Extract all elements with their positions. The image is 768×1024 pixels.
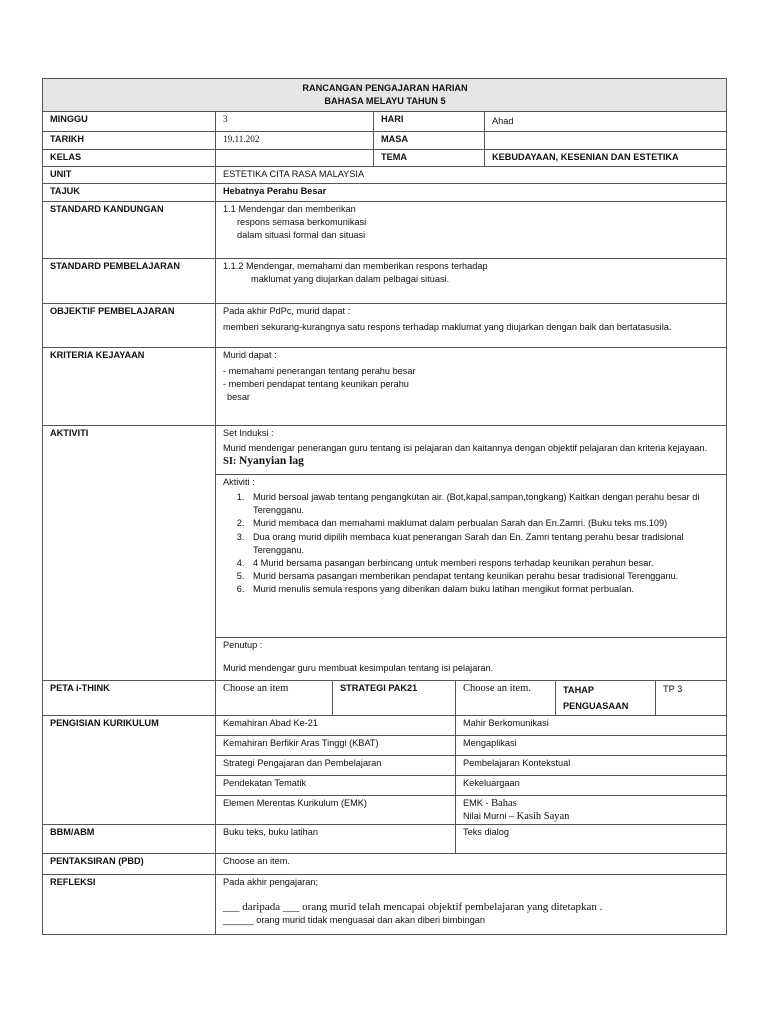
refleksi-cell <box>216 875 727 935</box>
penutup-cell <box>216 638 727 681</box>
peta-label: PETA i-THINK <box>43 681 216 716</box>
aktiviti-item: 4. 4 Murid bersama pasangan berbincang untuk memberi respons terhadap keunikan perahun besar. <box>247 557 720 570</box>
objektif-label: OBJEKTIF PEMBELAJARAN <box>43 304 216 348</box>
tarikh-value[interactable]: 19.11.202 <box>216 132 374 150</box>
tajuk-label: TAJUK <box>43 184 216 202</box>
strategi-value-cell[interactable] <box>456 681 556 716</box>
hari-value[interactable]: Ahad <box>485 112 727 132</box>
induksi-cell <box>216 426 727 475</box>
sk-line3: dalam situasi formal dan situasi <box>237 230 366 240</box>
minggu-value[interactable]: 3 <box>216 112 374 132</box>
pentaksiran-label: PENTAKSIRAN (PBD) <box>43 854 216 875</box>
sp-line1: 1.1.2 Mendengar, memahami dan memberikan respons terhadap <box>223 261 488 271</box>
bbm-label: BBM/ABM <box>43 825 216 854</box>
sk-line1: 1.1 Mendengar dan memberikan <box>223 204 356 214</box>
unit-label: UNIT <box>43 167 216 184</box>
tarikh-label: TARIKH <box>43 132 216 150</box>
row-minggu <box>43 112 727 132</box>
refleksi-line2: ___ daripada ___ orang murid telah mencapai objektif pembelajaran yang ditetapkan . <box>223 901 603 913</box>
kriteria-line2: - memahami penerangan tentang perahu besar <box>223 366 416 376</box>
peta-value-cell[interactable] <box>216 681 333 716</box>
emk-item: Elemen Merentas Kurikulum (EMK) <box>216 796 456 825</box>
sk-line2: respons semasa berkomunikasi <box>237 217 367 227</box>
tema-value: KEBUDAYAAN, KESENIAN DAN ESTETIKA <box>485 150 727 167</box>
row-kurikulum-1 <box>43 716 727 736</box>
kurikulum-value[interactable]: Mengaplikasi <box>456 736 727 756</box>
row-objektif <box>43 304 727 348</box>
row-refleksi <box>43 875 727 935</box>
minggu-label: MINGGU <box>43 112 216 132</box>
induksi-si: SI: <box>223 456 237 467</box>
aktiviti-item: 6. Murid menulis semula respons yang diberikan dalam buku latihan mengikut format perbualan. <box>247 583 720 596</box>
strategi-label: STRATEGI PAK21 <box>333 681 456 716</box>
kurikulum-item: Kemahiran Abad Ke-21 <box>216 716 456 736</box>
row-bbm <box>43 825 727 854</box>
aktiviti-item: 5. Murid bersama pasangan memberikan pendapat tentang keunikan perahu besar tradisional Terengganu. <box>247 570 720 583</box>
nilai-value[interactable]: Kasih Sayan <box>516 811 570 822</box>
title-line2: BAHASA MELAYU TAHUN 5 <box>324 96 446 106</box>
induksi-text-block <box>223 442 720 468</box>
refleksi-line1: Pada akhir pengajaran; <box>223 877 319 887</box>
aktiviti-list <box>223 491 720 597</box>
kurikulum-item: Strategi Pengajaran dan Pembelajaran <box>216 756 456 776</box>
induksi-title: Set Induksi : <box>223 428 274 438</box>
row-aktiviti-induksi <box>43 426 727 475</box>
title-line1: RANCANGAN PENGAJARAN HARIAN <box>302 83 468 93</box>
emk-value[interactable]: Bahas <box>491 798 517 809</box>
strategi-value[interactable]: Choose an item. <box>463 683 531 694</box>
hari-label: HARI <box>374 112 485 132</box>
row-standard-pembelajaran <box>43 259 727 304</box>
aktiviti-item: 1. Murid bersoal jawab tentang pengangkutan air. (Bot,kapal,sampan,tongkang) Kaitkan dengan perahu besar di Terengganu. <box>247 491 720 517</box>
aktiviti-item: 2. Murid membaca dan memahami maklumat dalam perbualan Sarah dan En.Zamri. (Buku teks ms.109) <box>247 517 720 530</box>
kriteria-line3: - memberi pendapat tentang keunikan perahu <box>223 379 409 389</box>
nilai-prefix: Nilai Murni – <box>463 811 515 821</box>
kurikulum-value[interactable]: Pembelajaran Kontekstual <box>456 756 727 776</box>
row-pentaksiran <box>43 854 727 875</box>
masa-label: MASA <box>374 132 485 150</box>
row-unit <box>43 167 727 184</box>
kriteria-value <box>216 348 727 426</box>
aktiviti-label: AKTIVITI <box>43 426 216 681</box>
refleksi-line3: ______ orang murid tidak menguasai dan akan diberi bimbingan <box>223 915 486 925</box>
bbm-value: Buku teks, buku latihan <box>216 825 456 854</box>
standard-kandungan-label: STANDARD KANDUNGAN <box>43 202 216 259</box>
kurikulum-value[interactable]: Mahir Berkomunikasi <box>456 716 727 736</box>
emk-value-cell[interactable] <box>456 796 727 825</box>
sp-line2: maklumat yang diujarkan dalam pelbagai situasi. <box>251 274 450 284</box>
kriteria-label: KRITERIA KEJAYAAN <box>43 348 216 426</box>
penutup-title: Penutup : <box>223 640 263 650</box>
unit-value: ESTETIKA CITA RASA MALAYSIA <box>216 167 727 184</box>
masa-value[interactable] <box>485 132 727 150</box>
tahap-label: TAHAP PENGUASAAN <box>556 681 656 716</box>
tahap-value[interactable]: TP 3 <box>656 681 727 716</box>
kurikulum-label: PENGISIAN KURIKULUM <box>43 716 216 825</box>
induksi-lagu: Nyanyian lag <box>239 455 304 467</box>
tajuk-value: Hebatnya Perahu Besar <box>216 184 727 202</box>
kurikulum-item: Kemahiran Berfikir Aras Tinggi (KBAT) <box>216 736 456 756</box>
aktiviti-item: 3. Dua orang murid dipilih membaca kuat penerangan Sarah dan En. Zamri tentang perahu besar tradisional Terengganu. <box>247 531 720 557</box>
row-standard-kandungan <box>43 202 727 259</box>
induksi-text: Murid mendengar penerangan guru tentang isi pelajaran dan kaitannya dengan objektif pelajaran dan kriteria kejayaan. <box>223 443 708 453</box>
standard-pembelajaran-label: STANDARD PEMBELAJARAN <box>43 259 216 304</box>
row-kelas <box>43 150 727 167</box>
refleksi-label: REFLEKSI <box>43 875 216 935</box>
row-tajuk <box>43 184 727 202</box>
kurikulum-value[interactable]: Kekeluargaan <box>456 776 727 796</box>
kelas-label: KELAS <box>43 150 216 167</box>
standard-kandungan-value <box>216 202 727 259</box>
row-peta <box>43 681 727 716</box>
objektif-line1: Pada akhir PdPc, murid dapat : <box>223 306 351 316</box>
tema-label: TEMA <box>374 150 485 167</box>
kurikulum-item: Pendekatan Tematik <box>216 776 456 796</box>
kriteria-line1: Murid dapat : <box>223 350 277 360</box>
emk-line <box>463 797 720 810</box>
aktiviti-cell <box>216 475 727 638</box>
objektif-value <box>216 304 727 348</box>
penutup-text: Murid mendengar guru membuat kesimpulan tentang isi pelajaran. <box>223 663 494 673</box>
header-title <box>43 79 727 112</box>
kelas-value[interactable] <box>216 150 374 167</box>
lesson-plan-table <box>42 78 727 935</box>
peta-value[interactable]: Choose an item <box>223 683 289 694</box>
emk-prefix: EMK - <box>463 798 489 808</box>
nilai-line <box>463 810 720 823</box>
header-row <box>43 79 727 112</box>
objektif-line2: memberi sekurang-kurangnya satu respons terhadap maklumat yang diujarkan dengan baik dan bertatasusila. <box>223 322 672 332</box>
bbm-extra: Teks dialog <box>456 825 727 854</box>
standard-pembelajaran-value <box>216 259 727 304</box>
pentaksiran-value[interactable]: Choose an item. <box>216 854 727 875</box>
aktiviti-title: Aktiviti : <box>223 477 255 487</box>
row-kriteria <box>43 348 727 426</box>
row-tarikh <box>43 132 727 150</box>
kriteria-line4: besar <box>227 392 250 402</box>
